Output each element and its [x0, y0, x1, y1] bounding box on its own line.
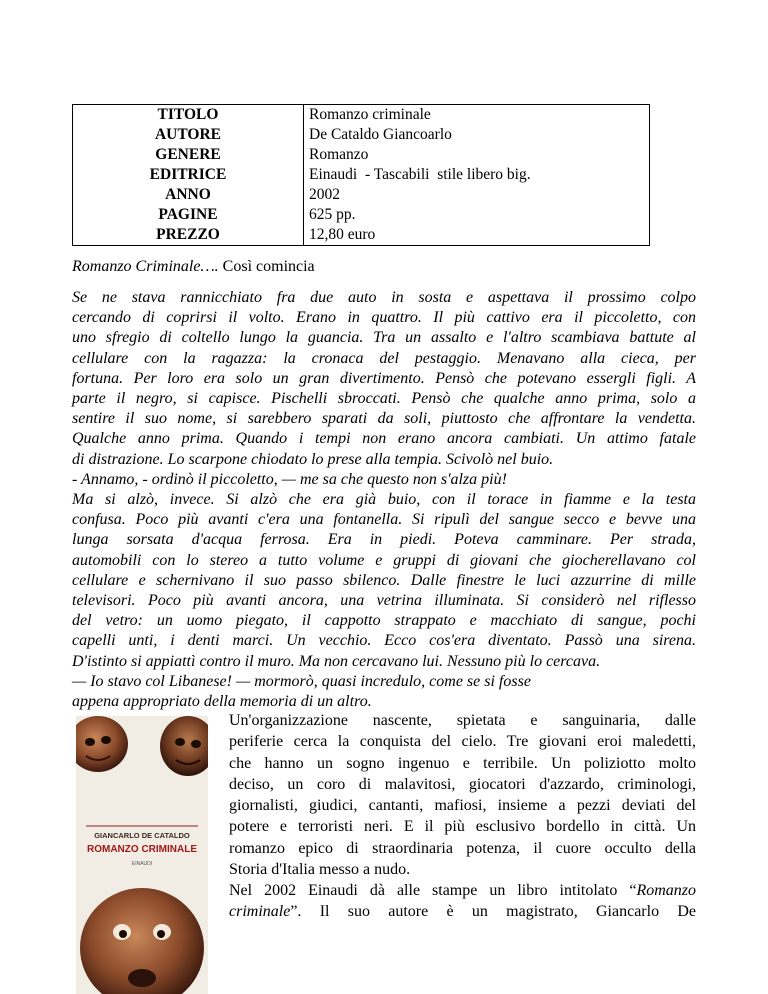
intro-title: Romanzo Criminale….	[72, 258, 219, 275]
opening-quote	[72, 288, 696, 712]
cover-title: ROMANZO CRIMINALE	[87, 844, 197, 855]
book-info-table	[72, 104, 650, 246]
value-editrice: Einaudi - Tascabili stile libero big.	[309, 166, 531, 183]
quote-line: del vetro: un uomo piegato, il cappotto strappato e macchiato di sangue, pochi	[72, 612, 696, 630]
publication-paragraph	[229, 880, 696, 923]
para2-text-a: Nel 2002 Einaudi dà alle stampe un libro intitolato “	[229, 882, 637, 899]
value-titolo: Romanzo criminale	[309, 106, 431, 123]
labels-column	[73, 105, 304, 246]
label-editrice: EDITRICE	[149, 166, 227, 183]
cover-author: GIANCARLO DE CATALDO	[94, 831, 190, 840]
quote-line: Qualche anno prima. Quando i tempi non erano ancora cambiati. Un attimo fatale	[72, 430, 696, 448]
description-line: giornalisti, giudici, cantanti, mafiosi, insieme a pezzi deviati del	[229, 797, 696, 815]
quote-line: televisori. Poco più avanti ancora, una vetrina illuminata. Si considerò nel riflesso	[72, 592, 696, 610]
para2-line-1	[229, 880, 696, 901]
description-line: periferie cerca la conquista del cielo. Tre giovani eroi maledetti,	[229, 733, 696, 751]
value-anno: 2002	[309, 186, 340, 203]
values-column	[304, 105, 650, 246]
quote-line: Se ne stava rannicchiato fra due auto in sosta e aspettava il prossimo colpo	[72, 289, 696, 306]
book-cover-image	[76, 716, 208, 994]
quote-line: automobili con lo stereo a tutto volume e gruppi di giovani che giocherellavano col	[72, 551, 696, 569]
para2-italic-a: Romanzo	[636, 882, 696, 899]
description-line: Storia d'Italia messo a nudo.	[229, 861, 411, 879]
value-pagine: 625 pp.	[309, 206, 356, 223]
quote-line: - Annamo, - ordinò il piccoletto, — me sa che questo non s'alza più!	[72, 470, 507, 488]
description-line: deciso, un coro di malavitosi, giocatori d'azzardo, criminologi,	[229, 775, 696, 793]
value-prezzo: 12,80 euro	[309, 226, 376, 243]
label-anno: ANNO	[165, 186, 211, 203]
quote-line: parte il negro, si capisce. Pischelli sbroccati. Pensò che qualche anno prima, solo a	[72, 390, 696, 408]
quote-line: cellulare e schernivano il suo passo sbilenco. Dalle finestre le luci azzurrine di mille	[72, 571, 696, 589]
intro-rest: Così comincia	[218, 258, 315, 275]
label-prezzo: PREZZO	[156, 226, 220, 243]
description-line: romanzo epico di straordinaria potenza, il cuore occulto della	[229, 839, 696, 857]
para2-italic-b: criminale	[229, 903, 291, 921]
quote-line: appena appropriato della memoria di un altro.	[72, 693, 372, 711]
label-autore: AUTORE	[154, 126, 222, 143]
book-description	[229, 710, 696, 880]
quote-line: capelli unti, i denti marci. Un vecchio. Ecco cos'era diventato. Passò una sirena.	[72, 632, 696, 650]
quote-line: D'istinto si appiattì contro il muro. Ma non cercavano lui. Nessuno più lo cercava.	[72, 652, 601, 670]
para2-line-2	[229, 901, 696, 922]
description-line: potere e terroristi neri. E il più esclusivo bordello in città. Un	[229, 818, 696, 836]
description-line: che hanno un sogno ingenuo e terribile. Un poliziotto molto	[229, 754, 696, 772]
description-line: Un'organizzazione nascente, spietata e sanguinaria, dalle	[229, 712, 696, 729]
label-titolo: TITOLO	[157, 106, 219, 123]
label-genere: GENERE	[155, 146, 221, 163]
quote-line: cellulare con la ragazza: la cronaca del pestaggio. Menavano alla cieca, per	[72, 349, 696, 367]
para2-text-b: ”. Il suo autore è un magistrato, Giancarlo De	[290, 903, 696, 921]
quote-line: Ma si alzò, invece. Si alzò che era già buio, con il torace in fiamme e la testa	[72, 491, 696, 509]
quote-line: uno sfregio di coltello lungo la guancia. Tra un assalto e l'altro scambiava battute al	[72, 329, 696, 347]
value-autore: De Cataldo Giancoarlo	[309, 126, 452, 143]
table-row	[73, 105, 650, 246]
quote-line: di distrazione. Lo scarpone chiodato lo prese alla tempia. Scivolò nel buio.	[72, 450, 554, 468]
cover-publisher: EINAUDI	[131, 861, 153, 867]
label-pagine: PAGINE	[158, 206, 218, 223]
quote-line: cercando di coprirsi il volto. Erano in quattro. Il più cattivo era il piccoletto, con	[72, 309, 696, 327]
book-cover-art	[76, 716, 208, 994]
value-genere: Romanzo	[309, 146, 369, 163]
quote-line: lunga sorsata d'acqua ferrosa. Era in piedi. Poteva camminare. Per strada,	[72, 531, 696, 549]
intro-line	[72, 258, 315, 276]
quote-line: — Io stavo col Libanese! — mormorò, quasi incredulo, come se si fosse	[72, 672, 531, 690]
quote-line: confusa. Poco più avanti c'era una fontanella. Si ripulì del sangue secco e bevve una	[72, 511, 696, 529]
quote-line: fortuna. Per loro era solo un gran divertimento. Pensò che potevano essergli figli. A	[72, 369, 696, 387]
quote-line: sentire il suo nome, si sarebbero sparati da soli, piuttosto che affrontare la vendetta.	[72, 410, 696, 428]
